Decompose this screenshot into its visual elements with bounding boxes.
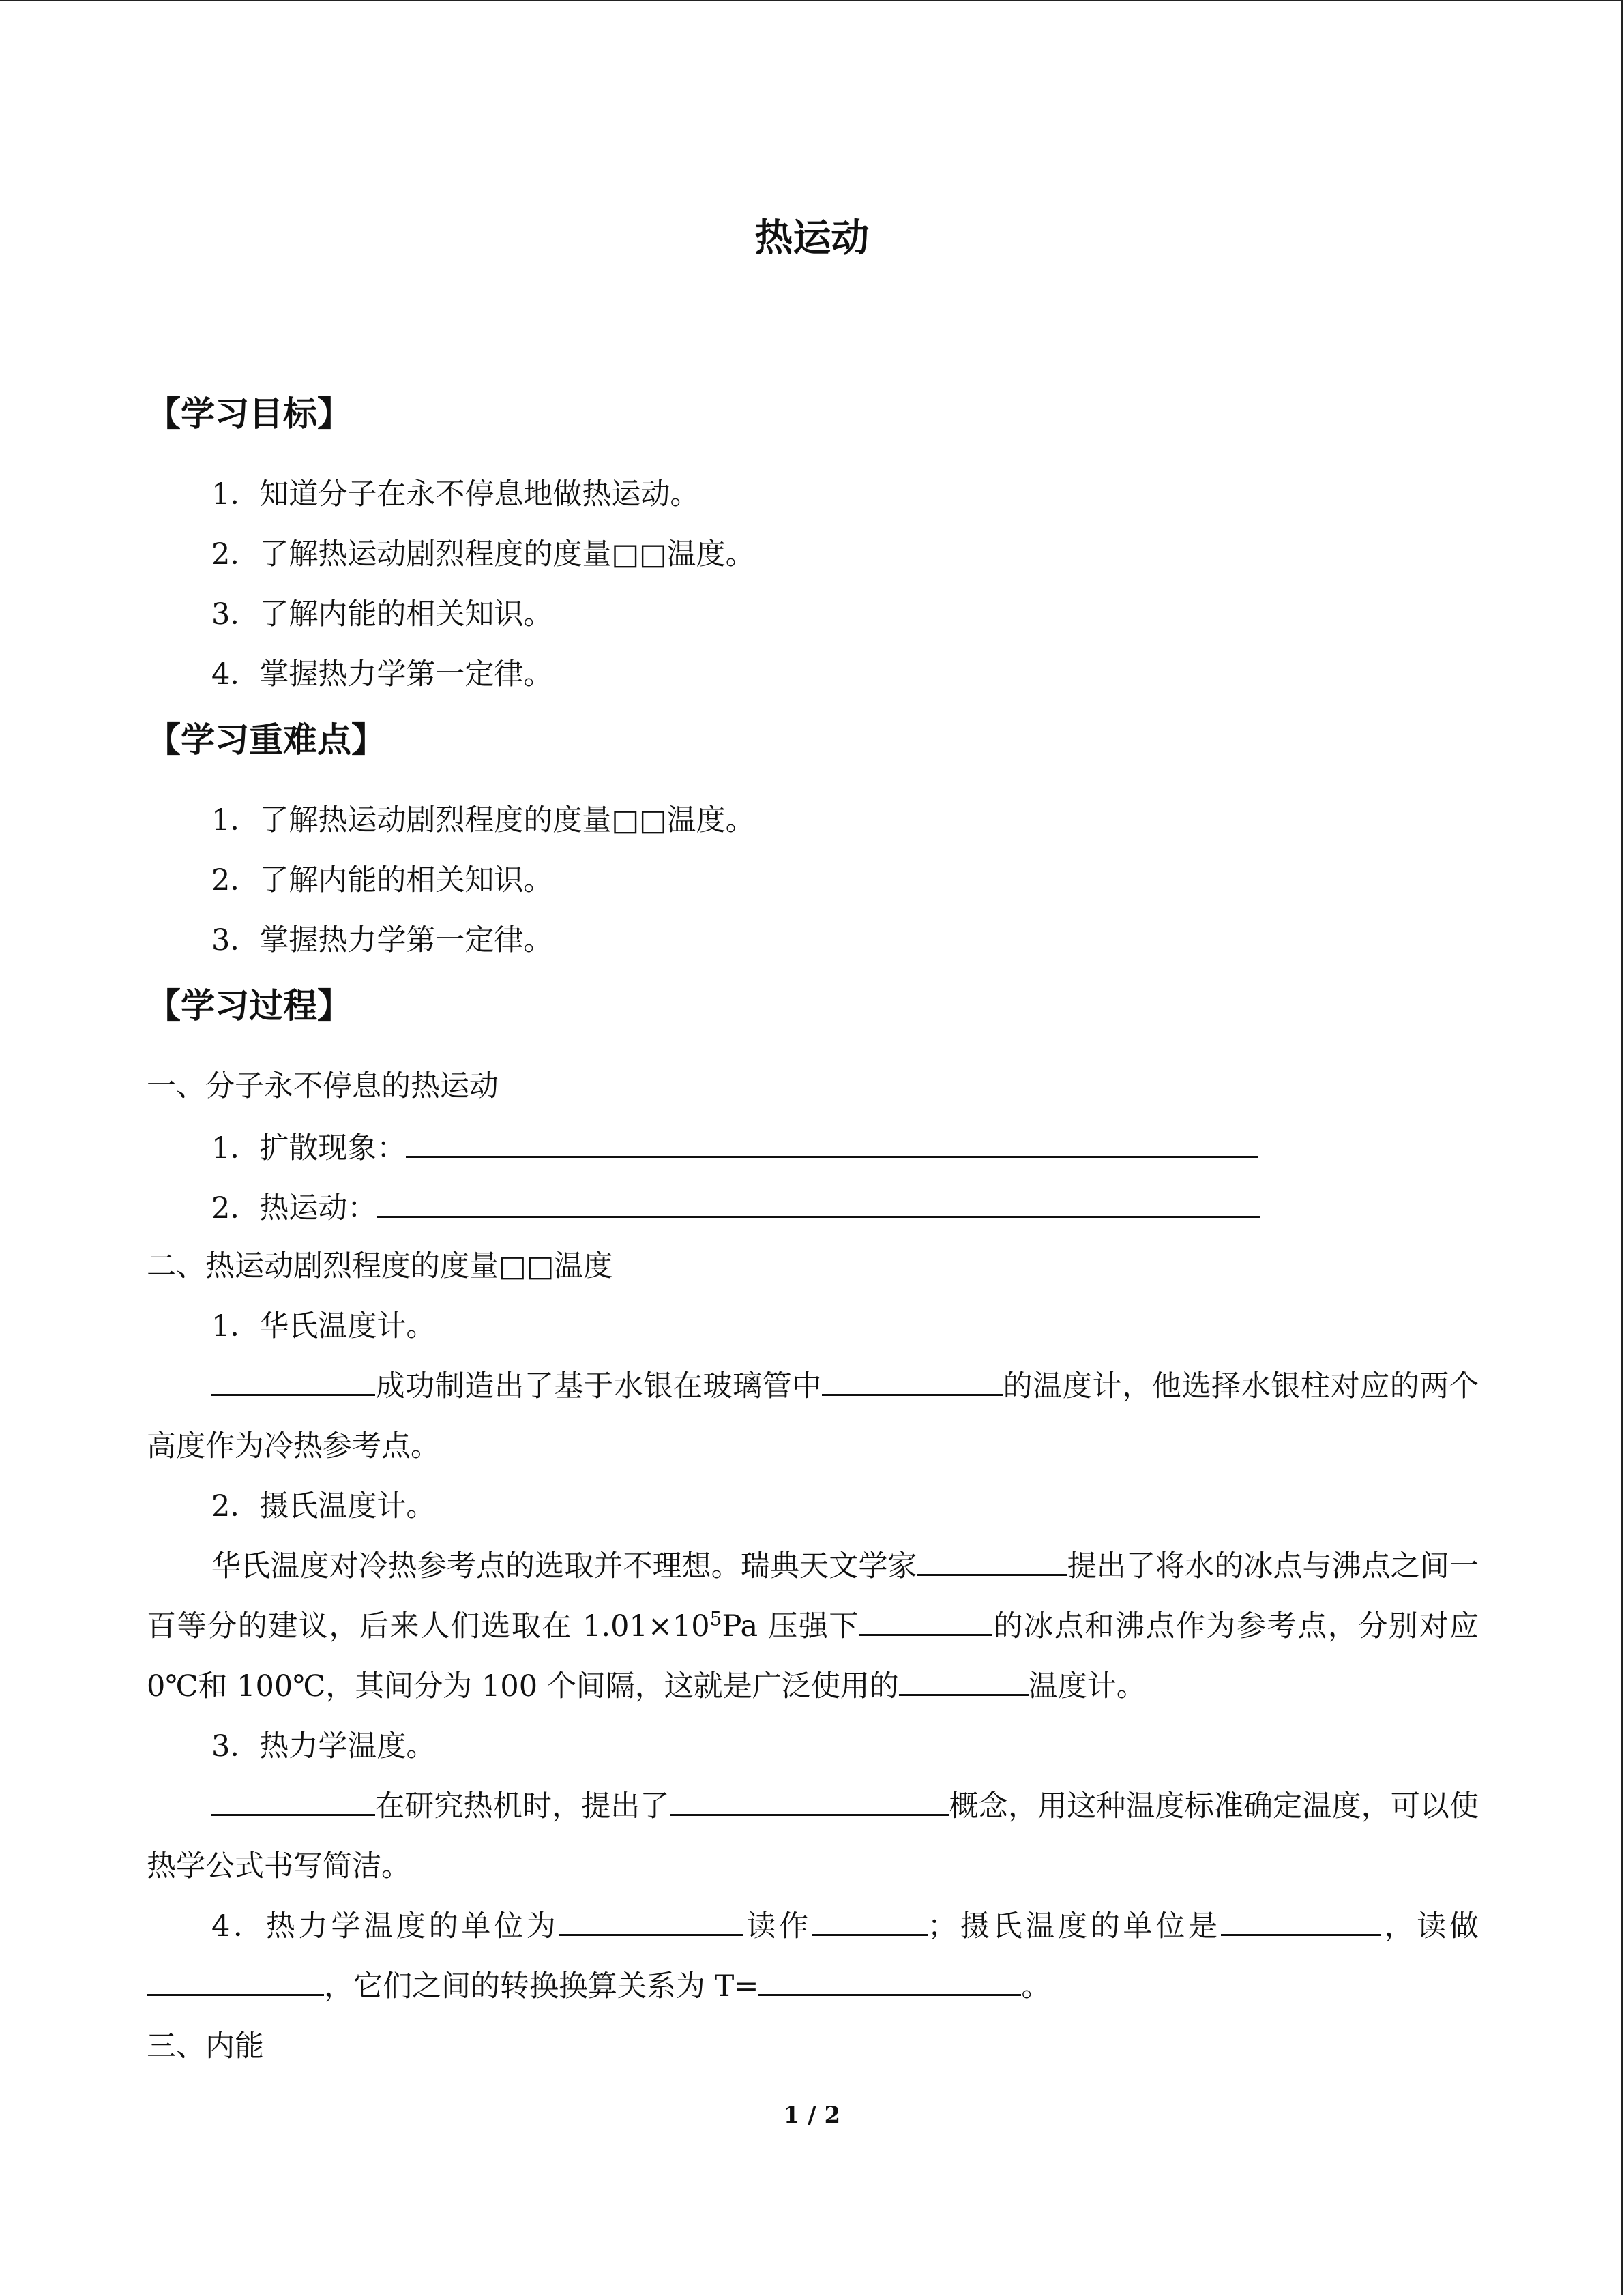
kelvin-unit-blank[interactable]: [559, 1904, 743, 1936]
kelvin-reading-blank[interactable]: [812, 1904, 928, 1936]
thermodynamic-text-a: 在研究热机时，提出了: [375, 1789, 670, 1823]
section-heading-keypoints: 【学习重难点】: [147, 720, 385, 760]
celsius-text-e: 温度计。: [1028, 1669, 1146, 1703]
fahrenheit-mechanism-blank[interactable]: [822, 1364, 1003, 1396]
units-text-a: 4．热力学温度的单位为: [211, 1909, 559, 1943]
celsius-astronomer-blank[interactable]: [917, 1544, 1067, 1576]
celsius-heading: 2．摄氏温度计。: [211, 1489, 436, 1523]
celsius-unit-blank[interactable]: [1221, 1904, 1381, 1936]
keypoint-item-2: 2．了解内能的相关知识。: [211, 863, 553, 897]
goal-item-4: 4．掌握热力学第一定律。: [211, 657, 553, 691]
thermodynamic-paragraph: [147, 1776, 1479, 1896]
celsius-paragraph: [147, 1536, 1479, 1716]
units-paragraph: [147, 1896, 1479, 2016]
thermal-motion-blank[interactable]: [377, 1186, 1260, 1218]
units-text-b: 读作: [743, 1909, 812, 1943]
units-text-c: ；摄氏温度的单位是: [927, 1909, 1221, 1943]
thermodynamic-text-b: 概念，用这种温度标准确定温度，可以使热学公式书写简洁。: [147, 1789, 1479, 1883]
celsius-type-blank[interactable]: [899, 1664, 1029, 1696]
fahrenheit-paragraph: [147, 1356, 1479, 1476]
process-part1-heading: 一、分子永不停息的热运动: [147, 1069, 499, 1103]
section-heading-process: 【学习过程】: [147, 986, 351, 1026]
celsius-text-c: Pa 压强下: [722, 1609, 859, 1643]
goal-item-2: 2．了解热运动剧烈程度的度量□□温度。: [211, 537, 755, 571]
units-text-d: ，读做: [1381, 1909, 1479, 1943]
diffusion-blank[interactable]: [406, 1126, 1258, 1158]
thermal-motion-label: 2．热运动：: [211, 1191, 377, 1225]
fahrenheit-text-b: 的温度计，他选择水银柱对应的两个高度作为冷热参考点。: [147, 1369, 1479, 1463]
goal-item-1: 1．知道分子在永不停息地做热运动。: [211, 477, 700, 511]
process-part3-heading: 三、内能: [147, 2029, 264, 2063]
page-title: 热运动: [754, 216, 870, 260]
fahrenheit-text-a: 成功制造出了基于水银在玻璃管中: [375, 1369, 822, 1403]
fahrenheit-heading: 1．华氏温度计。: [211, 1309, 436, 1343]
units-text-e: ，它们之间的转换换算关系为 T=: [324, 1969, 759, 2003]
section-heading-goals: 【学习目标】: [147, 394, 351, 434]
celsius-text-b: 提出了将水的冰点与沸点之间一百等分的建议，后来人们选取在 1.01×10: [147, 1549, 1479, 1643]
fahrenheit-inventor-blank[interactable]: [211, 1364, 375, 1396]
process-part2-heading: 二、热运动剧烈程度的度量□□温度: [147, 1249, 613, 1283]
keypoint-item-1: 1．了解热运动剧烈程度的度量□□温度。: [211, 803, 755, 837]
celsius-text-d: 的冰点和沸点作为参考点，分别对应 0℃和 100℃，其间分为 100 个间隔，这就是广泛使用的: [147, 1609, 1479, 1703]
celsius-text-a: 华氏温度对冷热参考点的选取并不理想。瑞典天文学家: [211, 1549, 917, 1583]
thermodynamic-scientist-blank[interactable]: [211, 1784, 375, 1816]
celsius-substance-blank[interactable]: [859, 1604, 992, 1636]
celsius-reading-blank[interactable]: [147, 1964, 324, 1996]
thermodynamic-concept-blank[interactable]: [670, 1784, 949, 1816]
diffusion-line: [211, 1126, 1258, 1169]
units-text-f: 。: [1021, 1969, 1051, 2003]
goal-item-3: 3．了解内能的相关知识。: [211, 597, 553, 631]
keypoint-item-3: 3．掌握热力学第一定律。: [211, 923, 553, 957]
conversion-formula-blank[interactable]: [758, 1964, 1021, 1996]
page-number: 1 / 2: [783, 2102, 841, 2129]
diffusion-label: 1．扩散现象：: [211, 1131, 407, 1165]
thermodynamic-heading: 3．热力学温度。: [211, 1729, 436, 1763]
pressure-exponent: 5: [709, 1607, 722, 1630]
thermal-motion-line: [211, 1186, 1260, 1229]
